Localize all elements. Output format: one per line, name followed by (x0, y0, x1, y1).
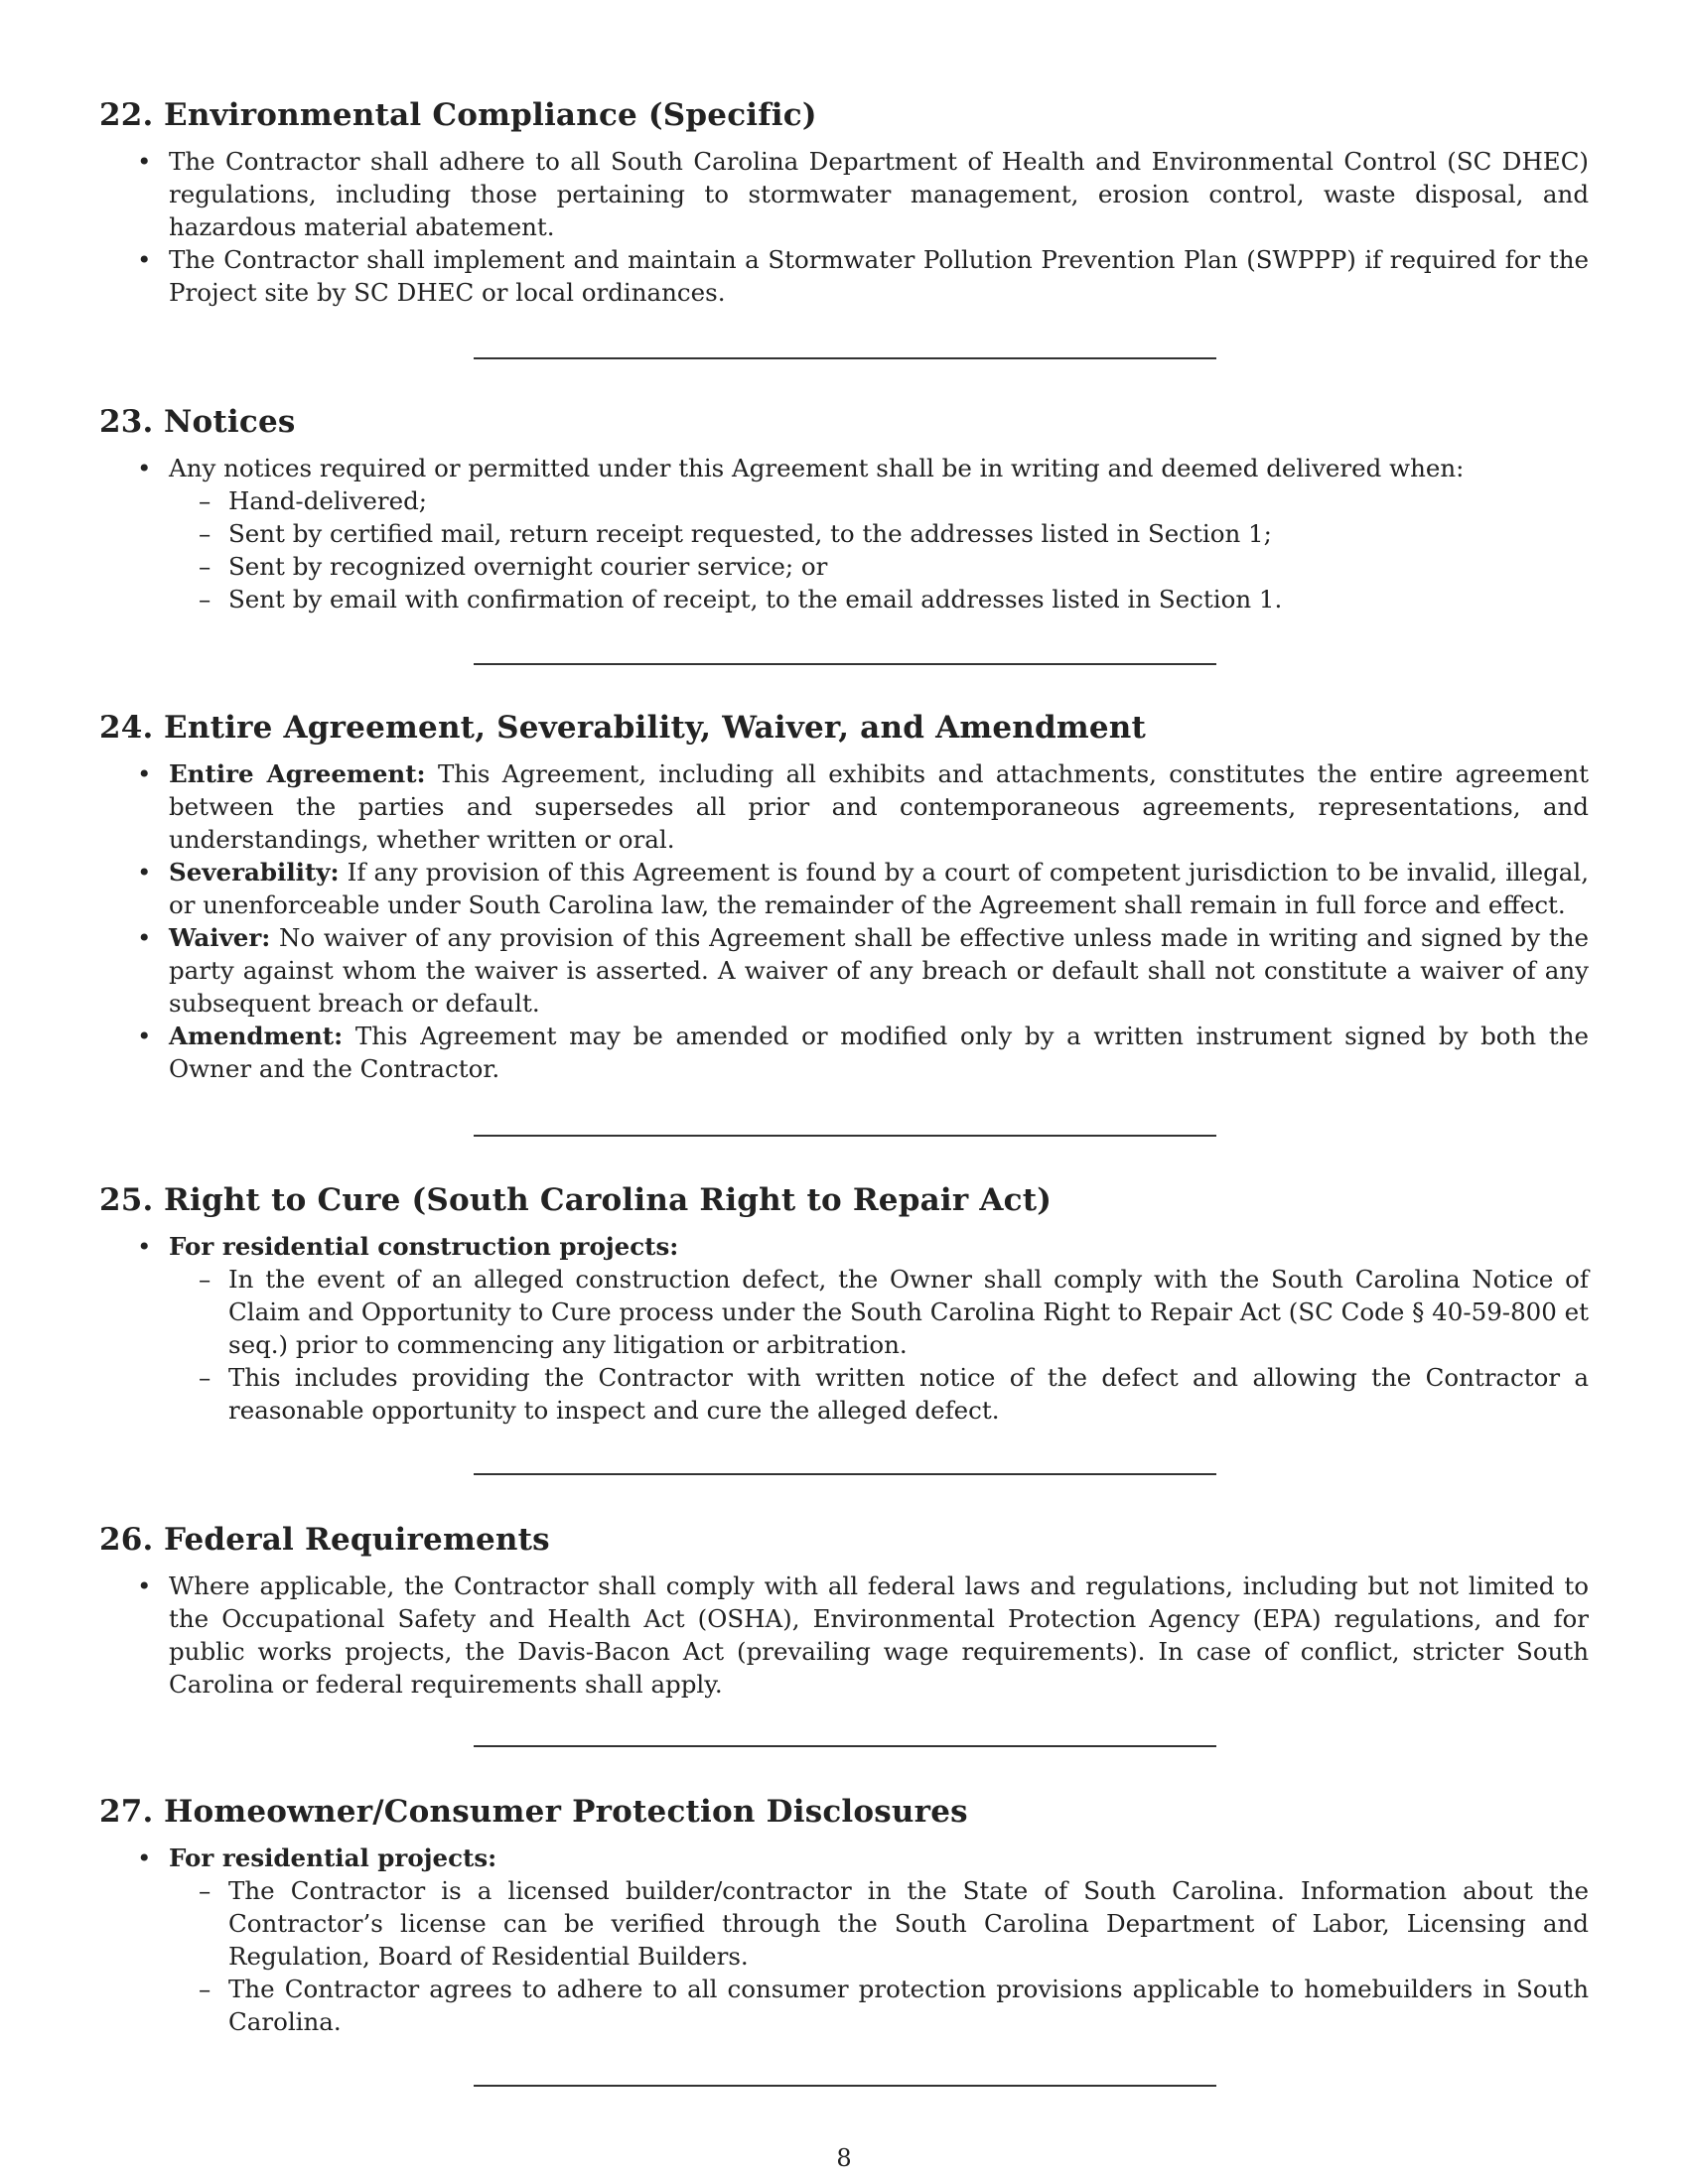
sub-list-item: – Sent by email with confirmation of receipt, to the email addresses listed in Section 1. (169, 583, 1589, 615)
sub-list-item: – The Contractor agrees to adhere to all consumer protection provisions applicable to homebuilders in South Carolina. (169, 1973, 1589, 2038)
section-divider (474, 663, 1216, 665)
section-divider (474, 357, 1216, 359)
section-24 (99, 708, 1589, 1085)
list-item: • For residential projects: – The Contractor is a licensed builder/contractor in the State of South Carolina. Information about the Contractor’s license can be verified through the South Carolina Department of Labor, Licensing and Regulation, Board of Residential Builders. – The Contractor agrees to adhere to all consumer protection provisions applicable to homebuilders in South Carolina. (99, 1842, 1589, 2038)
section-divider (474, 1745, 1216, 1747)
section-heading: 22. Environmental Compliance (Specific) (99, 97, 817, 133)
list-item: • The Contractor shall implement and maintain a Stormwater Pollution Prevention Plan (SWPPP) if required for the Project site by SC DHEC or local ordinances. (99, 243, 1589, 309)
list-item: • Severability: If any provision of this Agreement is found by a court of competent jurisdiction to be invalid, illegal, or unenforceable under South Carolina law, the remainder of the Agreement shall remain in full force and effect. (99, 856, 1589, 921)
section-heading: 23. Notices (99, 404, 296, 440)
section-25 (99, 1180, 1589, 1427)
section-heading: 26. Federal Requirements (99, 1522, 550, 1558)
section-divider (474, 1473, 1216, 1475)
sub-list-item: – This includes providing the Contractor with written notice of the defect and allowing the Contractor a reasonable opportunity to inspect and cure the alleged defect. (169, 1361, 1589, 1427)
section-22 (99, 95, 1589, 309)
section-divider (474, 1135, 1216, 1137)
sub-list-item: – Sent by certified mail, return receipt requested, to the addresses listed in Section 1; (169, 517, 1589, 550)
list-item: • Waiver: No waiver of any provision of this Agreement shall be effective unless made in writing and signed by the party against whom the waiver is asserted. A waiver of any breach or default shall not constitute a waiver of any subsequent breach or default. (99, 921, 1589, 1020)
list-item: • Amendment: This Agreement may be amended or modified only by a written instrument signed by both the Owner and the Contractor. (99, 1020, 1589, 1085)
section-heading: 27. Homeowner/Consumer Protection Disclosures (99, 1794, 968, 1830)
sub-list-item: – The Contractor is a licensed builder/contractor in the State of South Carolina. Information about the Contractor’s license can be verified through the South Carolina Department of Labor, Licensing and Regulation, Board of Residential Builders. (169, 1874, 1589, 1973)
list-item: • The Contractor shall adhere to all South Carolina Department of Health and Environmental Control (SC DHEC) regulations, including those pertaining to stormwater management, erosion control, waste disposal, and hazardous material abatement. (99, 145, 1589, 243)
sub-list-item: – In the event of an alleged construction defect, the Owner shall comply with the South Carolina Notice of Claim and Opportunity to Cure process under the South Carolina Right to Repair Act (SC Code § 40-59-800 et seq.) prior to commencing any litigation or arbitration. (169, 1263, 1589, 1361)
section-23 (99, 402, 1589, 615)
section-heading: 24. Entire Agreement, Severability, Waiver, and Amendment (99, 710, 1147, 746)
section-27 (99, 1792, 1589, 2038)
section-heading: 25. Right to Cure (South Carolina Right to Repair Act) (99, 1182, 1053, 1218)
page-number: 8 (836, 2144, 852, 2172)
section-divider (474, 2085, 1216, 2087)
list-item: • For residential construction projects: – In the event of an alleged construction defect, the Owner shall comply with the South Carolina Notice of Claim and Opportunity to Cure process under the South Carolina Right to Repair Act (SC Code § 40-59-800 et seq.) prior to commencing any litigation or arbitration. – This includes providing the Contractor with written notice of the defect and allowing the Contractor a reasonable opportunity to inspect and cure the alleged defect. (99, 1230, 1589, 1427)
list-item: • Any notices required or permitted under this Agreement shall be in writing and deemed delivered when: – Hand-delivered; – Sent by certified mail, return receipt requested, to the addresses listed in Section 1; – Sent by recognized overnight courier service; or – Sent by email with confirmation of receipt, to the email addresses listed in Section 1. (99, 452, 1589, 615)
section-26 (99, 1520, 1589, 1701)
list-item: • Where applicable, the Contractor shall comply with all federal laws and regulations, including but not limited to the Occupational Safety and Health Act (OSHA), Environmental Protection Agency (EPA) regulations, and for public works projects, the Davis-Bacon Act (prevailing wage requirements). In case of conflict, stricter South Carolina or federal requirements shall apply. (99, 1570, 1589, 1701)
list-item: • Entire Agreement: This Agreement, including all exhibits and attachments, constitutes the entire agreement between the parties and supersedes all prior and contemporaneous agreements, representations, and understandings, whether written or oral. (99, 757, 1589, 856)
sub-list-item: – Sent by recognized overnight courier service; or (169, 550, 1589, 583)
sub-list-item: – Hand-delivered; (169, 484, 1589, 517)
